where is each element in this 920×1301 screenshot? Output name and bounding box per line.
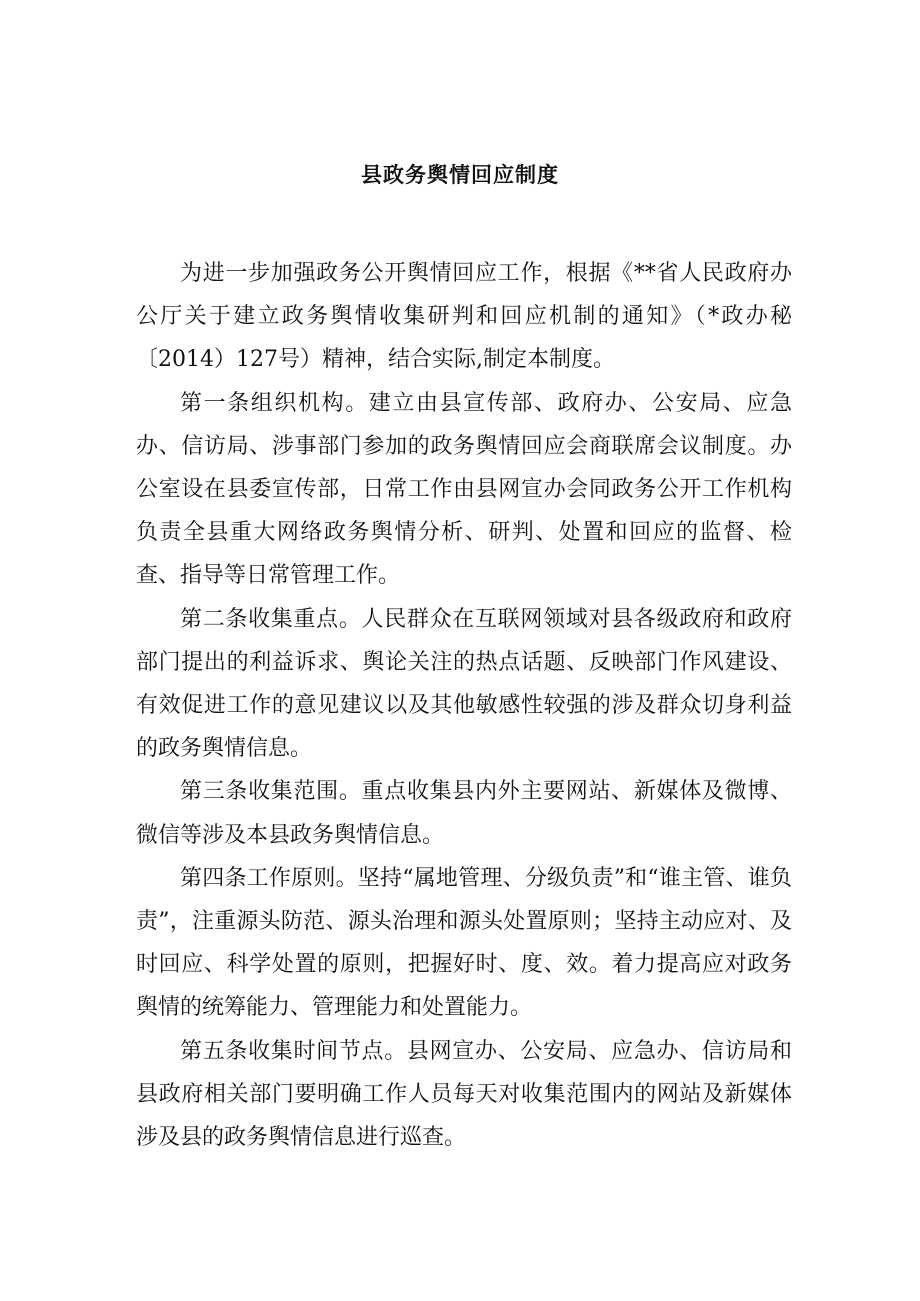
document-title: 县政务舆情回应制度 [361, 163, 559, 187]
paragraph-article-5: 第五条收集时间节点。县网宣办、公安局、应急办、信访局和县政府相关部门要明确工作人员每天对收集范围内的网站及新媒体涉及县的政务舆情信息进行巡查。 [136, 1038, 792, 1151]
paragraph-article-1: 第一条组织机构。建立由县宣传部、政府办、公安局、应急办、信访局、涉事部门参加的政务舆情回应会商联席会议制度。办公室设在县委宣传部，日常工作由县网宣办会同政务公开工作机构负责全县重大网络政务舆情分析、研判、处置和回应的监督、检查、指导等日常管理工作。 [136, 390, 792, 589]
document-body [136, 252, 792, 1159]
paragraph-article-3: 第三条收集范围。重点收集县内外主要网站、新媒体及微博、微信等涉及本县政务舆情信息。 [136, 779, 792, 848]
paragraph-article-4: 第四条工作原则。坚持“属地管理、分级负责”和“谁主管、谁负责”，注重源头防范、源头治理和源头处置原则；坚持主动应对、及时回应、科学处置的原则，把握好时、度、效。着力提高应对政务舆情的统筹能力、管理能力和处置能力。 [136, 865, 792, 1021]
paragraph-article-2: 第二条收集重点。人民群众在互联网领域对县各级政府和政府部门提出的利益诉求、舆论关注的热点话题、反映部门作风建设、有效促进工作的意见建议以及其他敏感性较强的涉及群众切身利益的政务舆情信息。 [136, 606, 792, 762]
paragraph-intro: 为进一步加强政务公开舆情回应工作，根据《**省人民政府办公厅关于建立政务舆情收集研判和回应机制的通知》（*政办秘〔2014）127号）精神，结合实际,制定本制度。 [136, 261, 792, 373]
